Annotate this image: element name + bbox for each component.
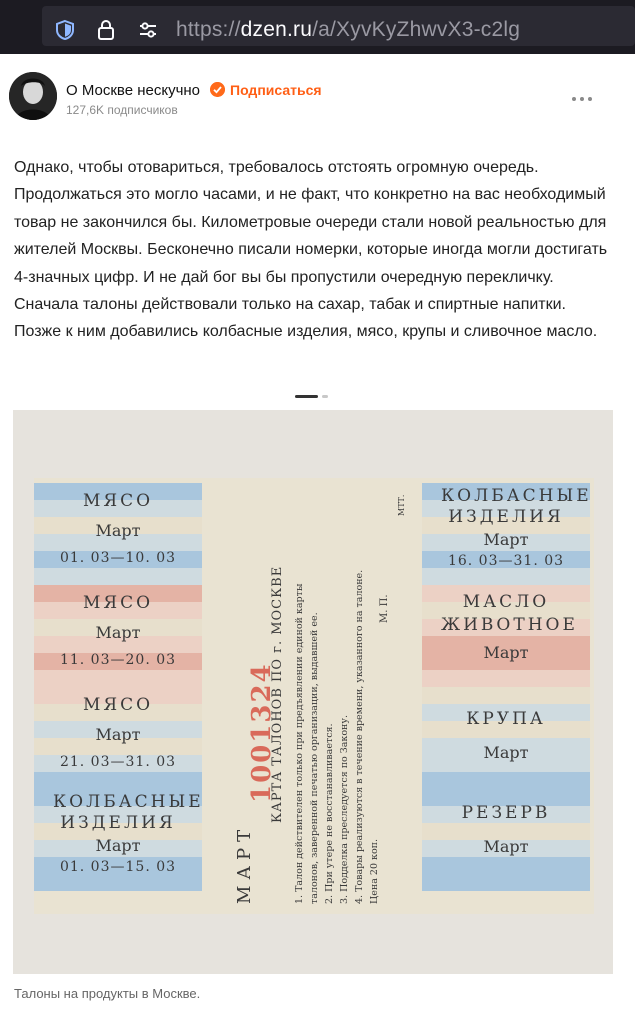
rule-line: 3. Подделка преследуется по Закону.: [339, 715, 350, 904]
coupon-month: Март: [95, 725, 141, 744]
coupon-month: Март: [483, 837, 529, 856]
subscribers-count: 127,6K подписчиков: [66, 103, 178, 117]
url-host: dzen.ru: [240, 18, 313, 41]
coupon-month: Март: [95, 623, 141, 642]
article-image[interactable]: [13, 410, 613, 974]
coupon-dates: 11. 03—20. 03: [59, 652, 177, 668]
coupon: [422, 789, 590, 891]
coupon-product: КОЛБАСНЫЕ ИЗДЕЛИЯ: [53, 792, 204, 833]
carousel-dot[interactable]: [322, 395, 328, 398]
coupon: [34, 687, 202, 789]
article-paragraph: Однако, чтобы отовариться, требовалось отстоять огромную очередь. Продолжаться это могло часами, и не факт, что конкретно на вас необходимый товар не закончился бы. Километровые очереди стали новой реальностью для жителей Москвы. Бесконечно писали номерки, которые иногда могли достигать 4-значных цифр. И не дай бог вы бы пропустили очередную перекличку. Сначала талоны действовали только на сахар, табак и спиртные напитки. Позже к ним добавились колбасные изделия, мясо, крупы и сливочное масло.: [14, 159, 608, 341]
coupon-product: МЯСО: [82, 491, 154, 511]
browser-toolbar: [0, 0, 635, 54]
coupon: [34, 585, 202, 687]
rule-line: 2. При утере не восстанавливается.: [324, 723, 335, 904]
coupon-product: КРУПА: [466, 709, 546, 729]
ration-card: [34, 478, 594, 914]
rule-line: Цена 20 коп.: [369, 838, 380, 904]
card-title: КАРТА ТАЛОНОВ ПО г. МОСКВЕ: [270, 565, 285, 823]
coupon: [34, 789, 202, 891]
coupon-dates: 01. 03—10. 03: [59, 550, 177, 566]
card-rules: [292, 570, 382, 904]
avatar-portrait: [9, 72, 57, 120]
url-path: /a/XyvKyZhwvX3-c2lg: [312, 18, 521, 41]
carousel-dot-active[interactable]: [295, 395, 318, 398]
coupon-product: МЯСО: [82, 695, 154, 715]
coupons-right-column: [422, 483, 590, 891]
verified-icon: [210, 82, 225, 97]
printer-mark: МТТ.: [397, 494, 406, 516]
month-label: МАРТ: [234, 823, 255, 904]
coupons-left-column: [34, 483, 202, 891]
serial-number: 1001324: [247, 662, 277, 803]
coupon: [422, 483, 590, 585]
coupon-month: Март: [95, 836, 141, 855]
coupon-month: Март: [483, 643, 529, 662]
coupon-product: КОЛБАСНЫЕ ИЗДЕЛИЯ: [441, 486, 592, 527]
permissions-icon[interactable]: [137, 19, 159, 41]
coupon-dates: 21. 03—31. 03: [59, 754, 177, 770]
coupon: [34, 483, 202, 585]
image-caption: Талоны на продукты в Москве.: [14, 986, 201, 1001]
coupon-dates: 16. 03—31. 03: [447, 553, 565, 569]
url-scheme: https://: [176, 18, 241, 41]
coupon-product: МЯСО: [82, 593, 154, 613]
channel-avatar[interactable]: [9, 72, 57, 120]
shield-icon[interactable]: [54, 19, 76, 41]
coupon-month: Март: [483, 743, 529, 762]
coupon-product: МАСЛО ЖИВОТНОЕ: [441, 592, 578, 635]
url-text[interactable]: [176, 18, 520, 42]
coupon-product: РЕЗЕРВ: [461, 803, 551, 823]
coupon-month: Март: [483, 530, 529, 549]
lock-icon[interactable]: [95, 19, 117, 41]
rule-line: 1. Талон действителен только при предъявлении единой карты: [294, 583, 305, 904]
rule-line: 4. Товары реализуются в течение времени, указанного на талоне.: [354, 569, 365, 904]
address-bar[interactable]: [42, 6, 635, 46]
more-icon[interactable]: [572, 88, 600, 102]
rule-line: талонов, заверенной печатью организации, выдавшей ее.: [309, 612, 320, 904]
stamp-mark: М. П.: [379, 594, 390, 623]
channel-name[interactable]: О Москве нескучно: [66, 82, 201, 99]
coupon-month: Март: [95, 521, 141, 540]
subscribe-button[interactable]: Подписаться: [230, 82, 322, 98]
coupon-dates: 01. 03—15. 03: [59, 859, 177, 875]
coupon: [422, 687, 590, 789]
channel-header: [0, 72, 635, 124]
coupon: [422, 585, 590, 687]
